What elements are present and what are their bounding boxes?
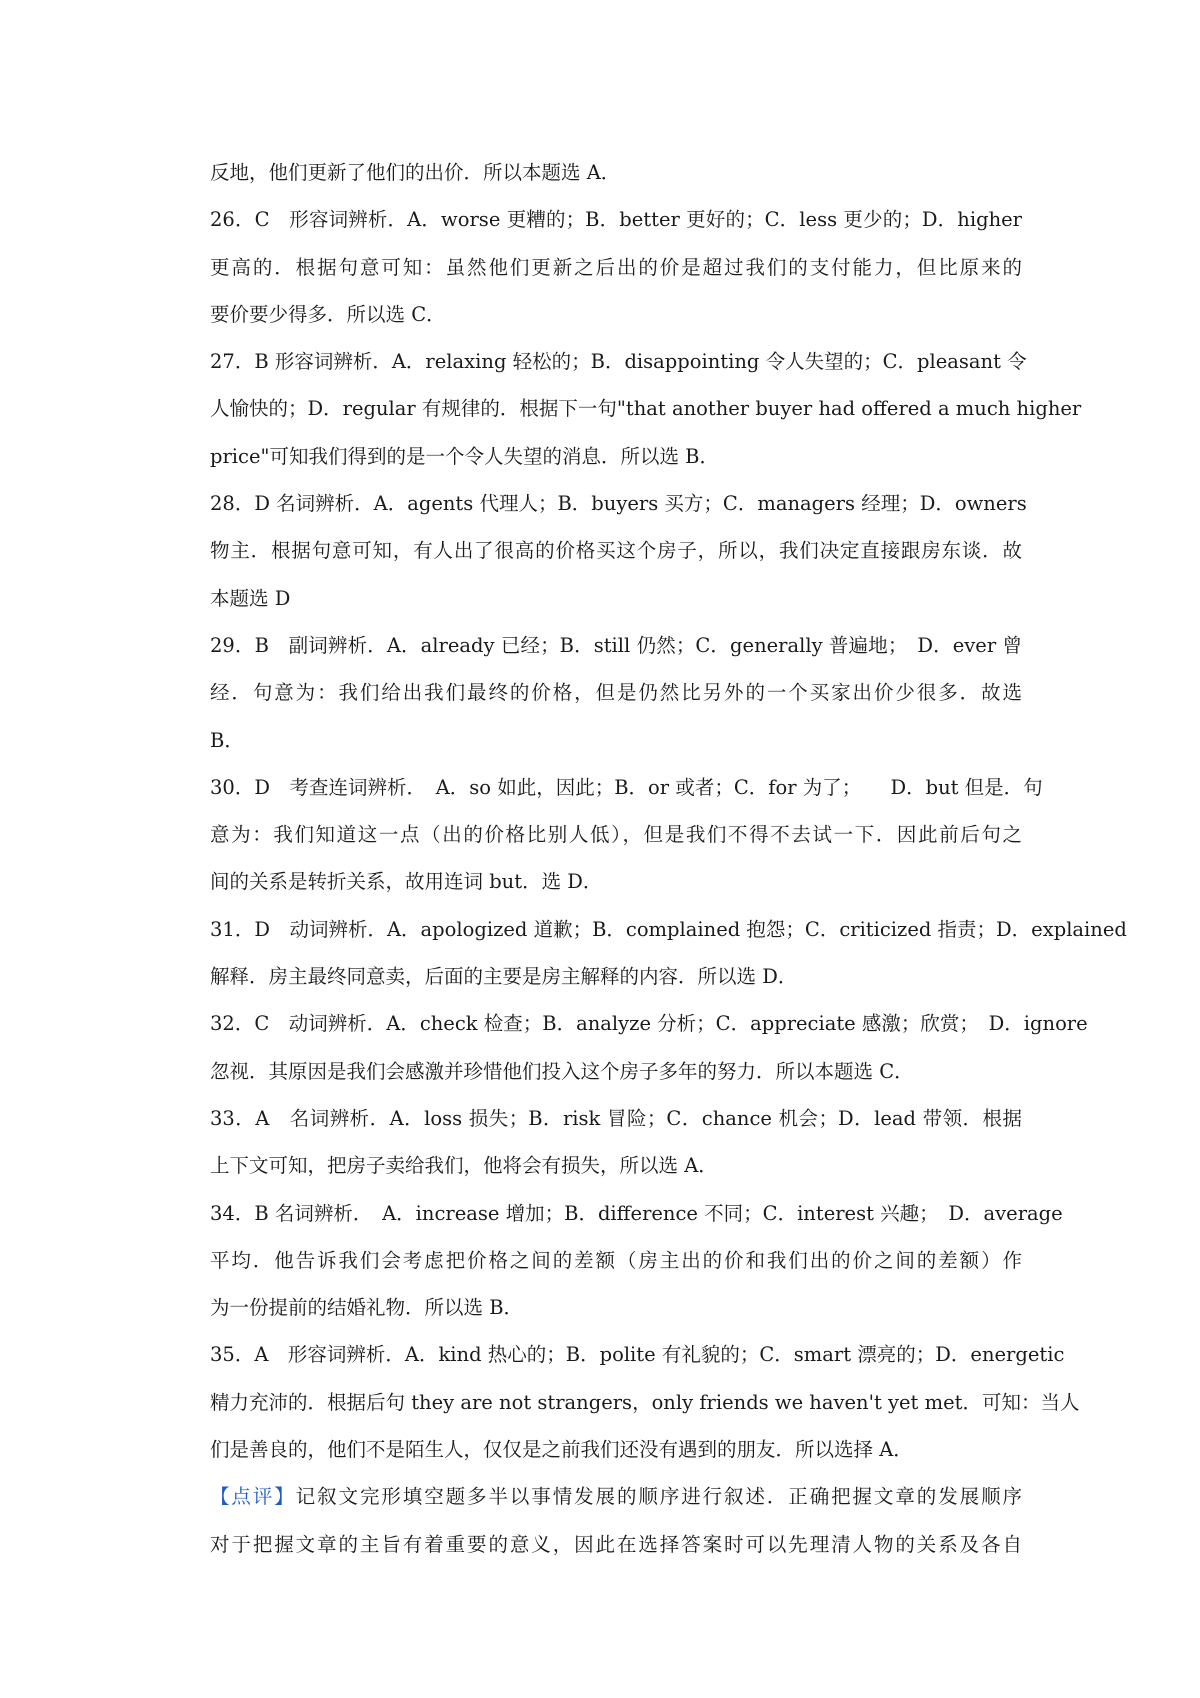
text-line: 更高的．根据句意可知：虽然他们更新之后出的价是超过我们的支付能力，但比原来的 [210, 255, 1022, 279]
text-line: 33．A 名词辨析．A．loss 损失；B．risk 冒险；C．chance 机会；D．lead 带领．根据 [210, 1106, 1022, 1130]
text-line: 解释．房主最终同意卖，后面的主要是房主解释的内容．所以选 D． [210, 965, 798, 989]
text-line: 要价要少得多．所以选 C． [210, 302, 446, 326]
comment-text-1: 记叙文完形填空题多半以事情发展的顺序进行叙述．正确把握文章的发展顺序 [295, 1485, 1022, 1509]
text-line: 经．句意为：我们给出我们最终的价格，但是仍然比另外的一个买家出价少很多．故选 [210, 681, 1022, 705]
text-line: 30．D 考查连词辨析． A．so 如此，因此；B．or 或者；C．for 为了； D．but 但是．句 [210, 775, 1043, 799]
answer-explanations [210, 149, 1127, 1473]
comment-line-2: 对于把握文章的主旨有着重要的意义，因此在选择答案时可以先理清人物的关系及各自 [210, 1532, 1022, 1556]
text-line: price"可知我们得到的是一个令人失望的消息．所以选 B． [210, 444, 719, 468]
text-line: 为一份提前的结婚礼物．所以选 B． [210, 1296, 524, 1320]
text-line: 平均．他告诉我们会考虑把价格之间的差额（房主出的价和我们出的价之间的差额）作 [210, 1248, 1022, 1272]
text-line: 忽视．其原因是我们会感激并珍惜他们投入这个房子多年的努力．所以本题选 C． [210, 1059, 914, 1083]
text-line: 反地，他们更新了他们的出价．所以本题选 A． [210, 161, 621, 184]
text-line: 上下文可知，把房子卖给我们，他将会有损失，所以选 A． [210, 1154, 718, 1178]
text-line: 精力充沛的．根据后句 they are not strangers，only friends we haven't yet met．可知：当人 [210, 1390, 1080, 1414]
text-line: 26．C 形容词辨析．A．worse 更糟的；B．better 更好的；C．less 更少的；D．higher [210, 208, 1022, 232]
text-line: 本题选 D [210, 586, 291, 610]
text-line: 27．B 形容词辨析．A．relaxing 轻松的；B．disappointing 令人失望的；C．pleasant 令 [210, 350, 1027, 374]
text-line: 意为：我们知道这一点（出的价格比别人低），但是我们不得不去试一下．因此前后句之 [210, 823, 1022, 847]
text-line: 间的关系是转折关系，故用连词 but．选 D． [210, 870, 603, 894]
text-line: 28．D 名词辨析．A．agents 代理人；B．buyers 买方；C．managers 经理；D．owners [210, 492, 1027, 516]
text-line: B． [210, 728, 244, 752]
text-line: 29．B 副词辨析．A．already 已经；B．still 仍然；C．generally 普遍地； D．ever 曾 [210, 633, 1022, 657]
comment-tag: 【点评】 [210, 1485, 296, 1509]
text-line: 34．B 名词辨析． A．increase 增加；B．difference 不同；C．interest 兴趣； D．average [210, 1201, 1063, 1225]
text-line: 31．D 动词辨析．A．apologized 道歉；B．complained 抱怨；C．criticized 指责；D．explained [210, 917, 1127, 941]
text-line: 35．A 形容词辨析．A．kind 热心的；B．polite 有礼貌的；C．smart 漂亮的；D．energetic [210, 1343, 1065, 1367]
text-line: 人愉快的；D．regular 有规律的．根据下一句"that another buyer had offered a much higher [210, 397, 1082, 421]
text-line: 32．C 动词辨析．A．check 检查；B．analyze 分析；C．appreciate 感激；欣赏； D．ignore [210, 1012, 1088, 1036]
document-body [210, 149, 1127, 1568]
text-line: 物主．根据句意可知，有人出了很高的价格买这个房子，所以，我们决定直接跟房东谈．故 [210, 539, 1022, 563]
comment-line-1 [210, 1473, 1022, 1520]
text-line: 们是善良的，他们不是陌生人，仅仅是之前我们还没有遇到的朋友．所以选择 A． [210, 1438, 913, 1462]
